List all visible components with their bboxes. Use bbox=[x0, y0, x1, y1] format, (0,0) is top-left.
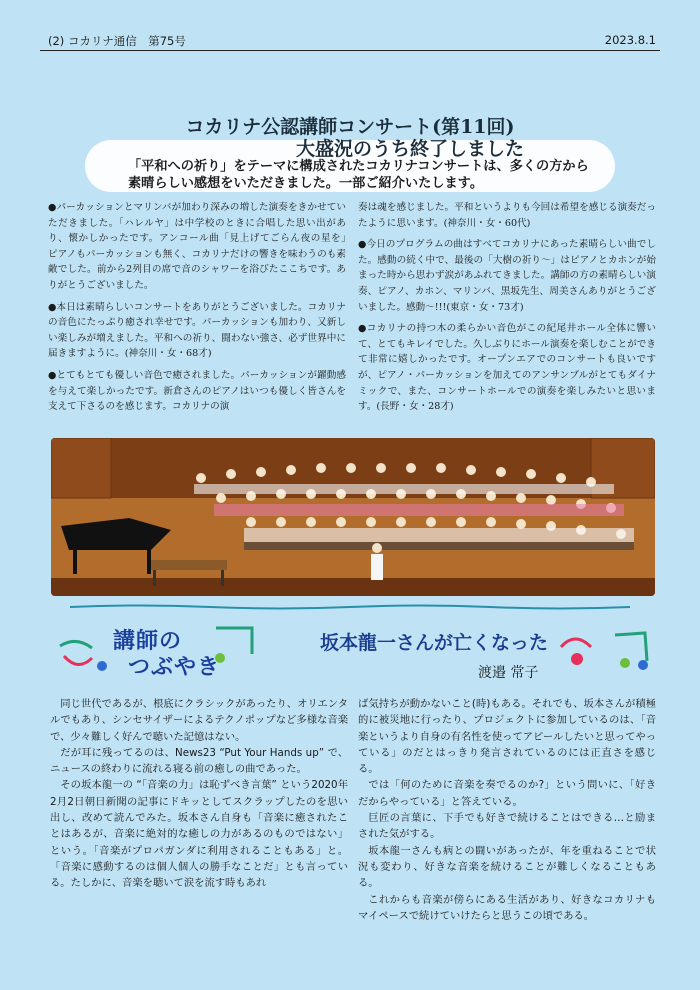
concert-title-line1: コカリナ公認講師コンサート(第11回) bbox=[185, 116, 515, 138]
conductor-icon bbox=[371, 543, 383, 580]
essay-paragraph-4: では「何のために音楽を奏でるのか?」という問いに、「好きだからやっている」と答えている。 bbox=[358, 779, 656, 808]
comments-left-column bbox=[48, 200, 356, 421]
comment-5: ●コカリナの持つ木の柔らかい音色がこの紀尾井ホール全体に響いて、とてもキレイでした。久しぶりにホール演奏を楽しむことができて非常に嬉しかったです。オープンエアでのコンサートも良いですが、ピアノ・パーカッションを加えてのアンサンブルがとてもダイナミックで、また、コンサートホールでの演奏を楽しみたいと思います。(長野・女・28才) bbox=[358, 323, 656, 413]
concert-comments bbox=[48, 200, 656, 421]
essay-title: 坂本龍一さんが亡くなった bbox=[320, 632, 549, 654]
concert-photo bbox=[51, 438, 655, 596]
concert-lead bbox=[128, 158, 598, 192]
music-notes-icon bbox=[555, 625, 655, 673]
comment-3-cont: 奏は魂を感じました。平和というよりも今回は希望を感じる演奏だったように思います。(神奈川・女・60代) bbox=[358, 202, 656, 229]
essay-left-column bbox=[50, 696, 348, 924]
essay-paragraph-2: だが耳に残ってるのは、News23 “Put Your Hands up” で、ニュースの終わりに流れる寝る前の癒しの曲であった。 bbox=[50, 746, 348, 776]
essay-paragraph-1: 同じ世代であるが、根底にクラシックがあったり、オリエンタルでもあり、シンセサイザーによるテクノポップなど多様な音楽で、少々難しく好んで聴いた記憶はない。 bbox=[50, 698, 348, 743]
header-date: 2023.8.1 bbox=[604, 33, 656, 47]
concert-title-line2: 大盛況のうち終了しました bbox=[295, 138, 524, 160]
essay-body bbox=[50, 696, 656, 924]
concert-stage-illustration bbox=[51, 438, 655, 596]
header-rule bbox=[40, 50, 660, 51]
column-logo-line1: 講師の bbox=[113, 629, 183, 654]
decorative-wave-line bbox=[70, 604, 630, 610]
essay-paragraph-5: 巨匠の言葉に、下手でも好きで続けることはできる…と励まされた気がする。 bbox=[358, 812, 656, 841]
comment-4: ●今日のプログラムの曲はすべてコカリナにあった素晴らしい曲でした。感動の続く中で、最後の「大樹の祈り～」はピアノとカホンが始まった時から思わず涙があふれてきました。講師の方の素晴らしい演奏、ピアノ、カホン、マリンバ、黒坂先生、周美さんありがとうございました。感動～!!!(東京・女・73才) bbox=[358, 239, 656, 313]
column-logo-line2: つぶやき bbox=[128, 655, 221, 680]
header-issue: (2) コカリナ通信 第75号 bbox=[48, 34, 186, 48]
essay-author: 渡邉 常子 bbox=[478, 665, 539, 681]
lead-line-1: 「平和への祈り」をテーマに構成されたコカリナコンサートは、多くの方から bbox=[128, 159, 589, 174]
comment-1: ●パーカッションとマリンバが加わり深みの増した演奏をきかせていただきました。「ハレルヤ」は中学校のときに合唱した思い出があり、懐かしかったです。アンコール曲「見上げてごらん夜の星を」 ピアノもパーカッションも無く、コカリナだけの響きを味わうのも素敵でした。前から2列目の席で音のシャワーを浴びたここちです。ありがとうございました。 bbox=[48, 202, 356, 291]
lead-line-2: 素晴らしい感想をいただきました。一部ご紹介いたします。 bbox=[128, 176, 484, 191]
comment-2: ●本日は素晴らしいコンサートをありがとうございました。コカリナの音色にたっぷり癒され幸せです。パーカッションも加わり、又新しい楽しみが増えました。平和への祈り、闘わない強さ、必ず世界中に届きますように。(神奈川・女・68才) bbox=[48, 301, 346, 360]
essay-paragraph-3: その坂本龍一の “「音楽の力」は恥ずべき言葉” という2020年2月2日朝日新聞の記事にドキッとしてスクラップしたのを思い出し、改めて読んでみた。坂本さん自身も「音楽に癒されたことはあるが、音楽に絶対的な癒しの力があるのものではない」という。「音楽がプロパガンダに利用されることもある」と。「音楽に感動するのは個人個人の勝手なことだ」とも言っている。たしかに、音楽を聴いて涙を流す時もあれ bbox=[50, 779, 348, 890]
essay-right-column bbox=[358, 696, 656, 924]
essay-paragraph-3-cont: ば気持ちが動かないこと(時)もある。それでも、坂本さんが積極的に被災地に行ったり、プロジェクトに参加しているのは、「音楽というより自身の有名性を使ってアピールしたいと思ってやっている」のだとはっきり発言されているのには正直さを感じる。 bbox=[358, 698, 656, 776]
comment-3: ●とてもとても優しい音色で癒されました。パーカッションが躍動感を与えて楽しかったです。新倉さんのピアノはいつも優しく皆さんを支えて下さるのを感じます。コカリナの演 bbox=[48, 369, 346, 413]
essay-paragraph-7: これからも音楽が傍らにある生活があり、好きなコカリナもマイペースで続けていけたらと思うこの頃である。 bbox=[358, 893, 656, 922]
comments-right-column bbox=[358, 200, 656, 421]
essay-paragraph-6: 坂本龍一さんも病との闘いがあったが、年を重ねることで状況も変わり、好きな音楽を続けることが難しくなることもある。 bbox=[358, 844, 656, 890]
